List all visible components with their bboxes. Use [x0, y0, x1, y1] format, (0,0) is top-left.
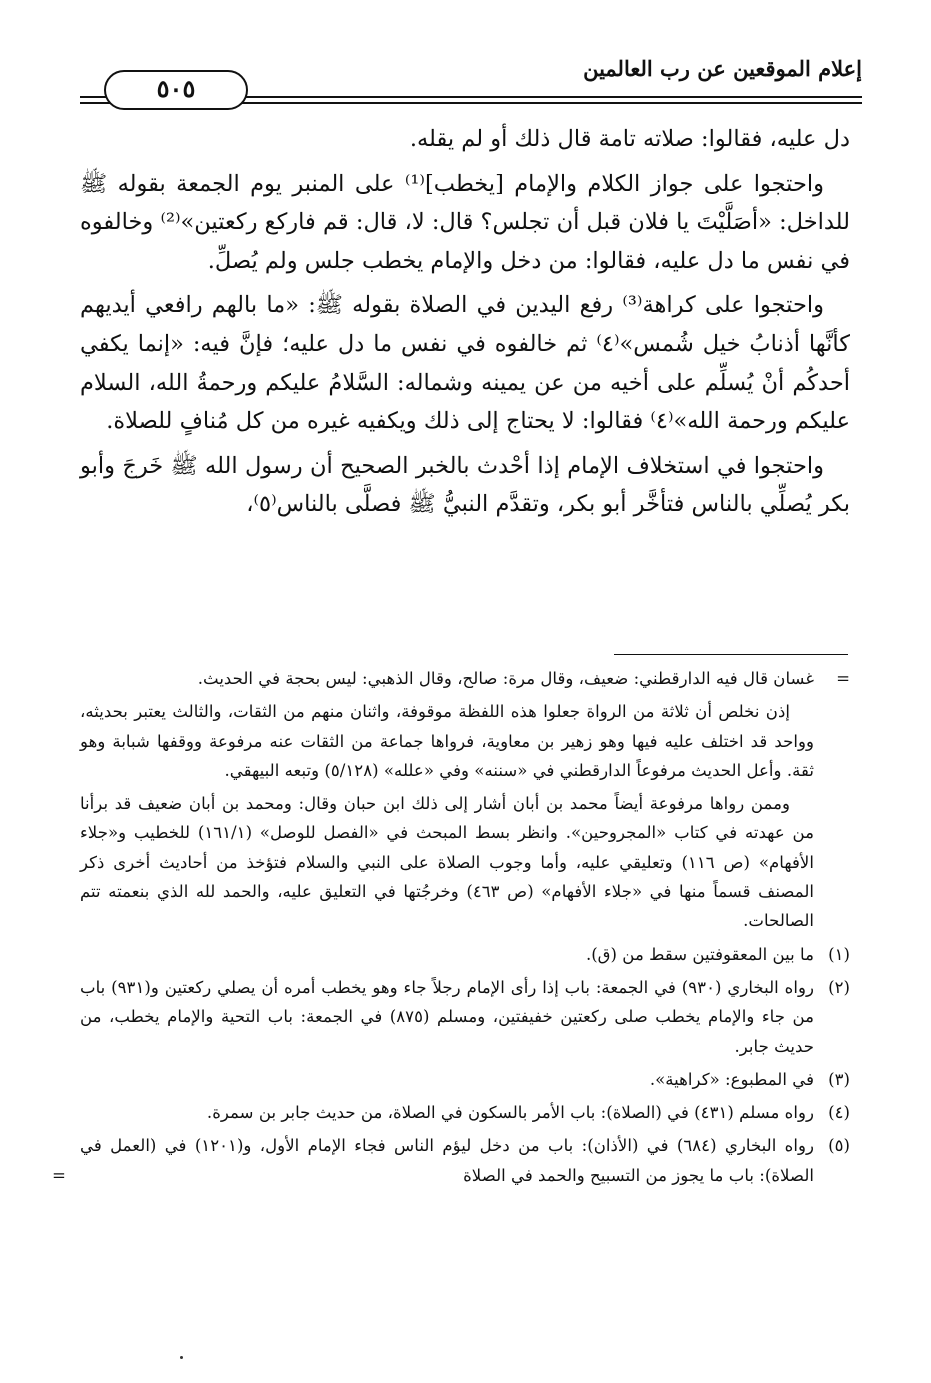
main-text: [80, 120, 850, 524]
footnote-number: (٣): [828, 1069, 850, 1089]
footnotes: [52, 664, 850, 1190]
footnote-paragraph: وممن رواها مرفوعة أيضاً محمد بن أبان أشار إلى ذلك ابن حبان وقال: ومحمد بن أبان ضعيف قد برأنا من عهدته في كتاب «المجروحين». وانظر بسط المبحث في «الفصل للوصل» (١٦١/١) للخطيب و«جلاء الأفهام» (ص ١١٦) وتعليقي عليه، وأما وجوب الصلاة على النبي والسلام فتؤخذ من أحاديث أخرى ذكر المصنف قسماً منها في «جلاء الأفهام» (ص ٤٦٣) وخرجُتها في التعليق عليه، والحمد لله الذي بنعمته تتم الصالحات.: [80, 794, 815, 931]
footnote-text: رواه البخاري (٩٣٠) في الجمعة: باب إذا رأى الإمام رجلاً جاء وهو يخطب أمره أن يصلي ركعتين و(٩٣١) باب من جاء والإمام يخطب صلى ركعتين خفيفتين، ومسلم (٨٧٥) في الجمعة: باب التحية والإمام يخطب، من حديث جابر.: [80, 977, 815, 1056]
footnote-text: في المطبوع: «كراهية».: [649, 1069, 814, 1089]
main-paragraph: واحتجوا في استخلاف الإمام إذا أحْدث بالخبر الصحيح أن رسول الله ﷺ خَرجَ وأبو بكر يُصلِّي بالناس فتأخَّر أبو بكر، وتقدَّم النبيُّ ﷺ فصلَّى بالناس⁽٥⁾،: [80, 452, 850, 518]
running-header: [70, 48, 862, 108]
footnote-paragraph: إذن نخلص أن ثلاثة من الرواة جعلوا هذه اللفظة موقوفة، واثنان منهم من الثقات، والثالث يعتبر بحديثه، وواحد قد اختلف عليه فيها وهو زهير بن معاوية، فرواها جماعة من الثقات عنه مرفوعة ووقفها شبابة وهو ثقة. وأعل الحديث مرفوعاً الدارقطني في «سننه» وفي «علله» (٥/١٢٨) وتبعه البيهقي.: [80, 702, 814, 780]
main-paragraph: واحتجوا على جواز الكلام والإمام [يخطب]⁽¹⁾ على المنبر يوم الجمعة بقوله ﷺ للداخل: «أصَلَّيْتَ يا فلان قبل أن تجلس؟ قال: لا، قال: قم فاركع ركعتين»⁽²⁾ وخالفوه في نفس ما دل عليه، فقالوا: من دخل والإمام يخطب جلس ولم يُصلِّ.: [80, 170, 850, 274]
stray-dot: [180, 1356, 183, 1359]
footnote-number: (٥): [828, 1136, 850, 1156]
continuation-text: غسان قال فيه الدارقطني: ضعيف، وقال مرة: صالح، وقال الذهبي: ليس بحجة في الحديث.: [197, 669, 814, 688]
footnote-number: (١): [828, 944, 850, 964]
footnote-text: ما بين المعقوفتين سقط من (ق).: [585, 944, 814, 964]
page-number: ٥٠٥: [104, 70, 248, 110]
footnote-number: (٢): [828, 977, 850, 997]
main-paragraph: دل عليه، فقالوا: صلاته تامة قال ذلك أو لم يقله.: [409, 126, 850, 152]
footnote-item: [80, 940, 850, 969]
footnote-separator: [614, 654, 848, 655]
footnote-continuation: [80, 664, 850, 693]
book-title: إعلام الموقعين عن رب العالمين: [583, 56, 862, 81]
footnote-number: (٤): [828, 1103, 850, 1123]
footnote-text: رواه البخاري (٦٨٤) في (الأذان): باب من دخل ليؤم الناس فجاء الإمام الأول، و(١٢٠١) في (العمل في الصلاة): باب ما يجوز من التسبيح والحمد في الصلاة: [80, 1136, 814, 1185]
footnote-item: [52, 1131, 850, 1190]
footnote-text: رواه مسلم (٤٣١) في (الصلاة): باب الأمر بالسكون في الصلاة، من حديث جابر بن سمرة.: [206, 1103, 814, 1123]
main-paragraph: واحتجوا على كراهة⁽³⁾ رفع اليدين في الصلاة بقوله ﷺ: «ما بالهم رافعي أيديهم كأنَّها أذنابُ خيل شُمس»⁽٤⁾ ثم خالفوه في نفس ما دل عليه؛ فإنَّ فيه: «إنما يكفي أحدكُم أنْ يُسلِّم على أخيه من عن يمينه وشماله: السَّلامُ عليكم ورحمةُ الله، السلام عليكم ورحمة الله»⁽٤⁾ فقالوا: لا يحتاج إلى ذلك ويكفيه غيره من كل مُنافٍ للصلاة.: [80, 292, 850, 435]
footnote-item: [80, 973, 850, 1061]
continuation-marker-next: =: [52, 1165, 66, 1185]
footnote-item: [80, 1065, 850, 1094]
continuation-marker: =: [836, 669, 850, 688]
footnote-item: [80, 1098, 850, 1127]
